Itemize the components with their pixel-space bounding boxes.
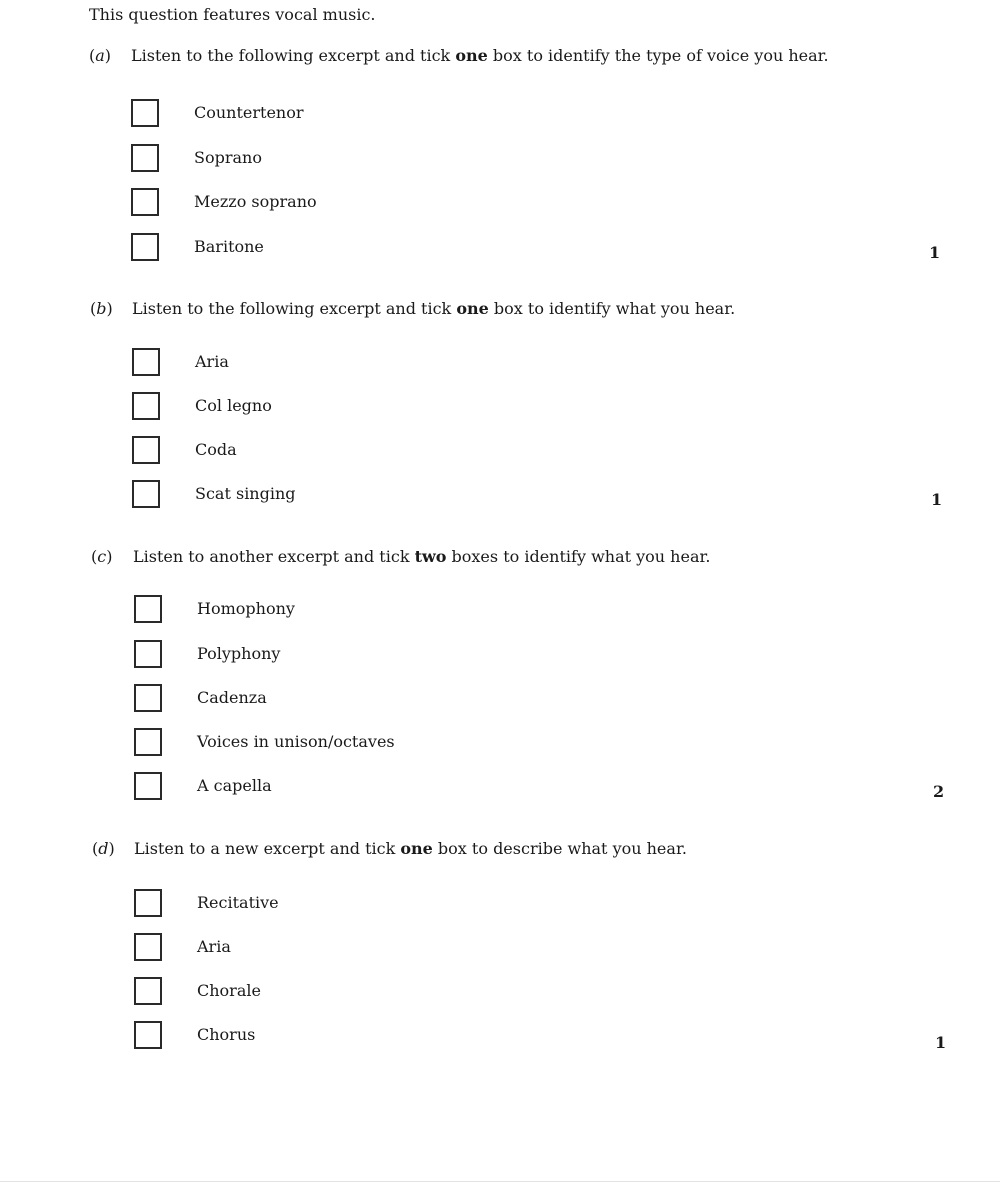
option-label: Polyphony — [197, 644, 281, 663]
checkbox[interactable] — [131, 233, 159, 261]
option-label: Homophony — [197, 599, 295, 618]
marks-b: 1 — [931, 490, 943, 509]
question-letter: (b) — [90, 299, 113, 318]
question-b-prompt: (b) Listen to the following excerpt and tick one box to identify what you hear. — [90, 299, 736, 318]
option-label: A capella — [197, 776, 272, 795]
checkbox[interactable] — [134, 684, 162, 712]
option-label: Chorale — [197, 981, 261, 1000]
checkbox[interactable] — [134, 889, 162, 917]
option-label: Recitative — [197, 893, 279, 912]
option-label: Col legno — [195, 396, 272, 415]
checkbox[interactable] — [132, 348, 160, 376]
option-label: Scat singing — [195, 484, 296, 503]
question-letter: (a) — [89, 46, 112, 65]
checkbox[interactable] — [134, 933, 162, 961]
option-label: Baritone — [194, 237, 264, 256]
checkbox[interactable] — [134, 977, 162, 1005]
checkbox[interactable] — [132, 392, 160, 420]
question-letter: (d) — [92, 839, 115, 858]
question-d-prompt: (d) Listen to a new excerpt and tick one box to describe what you hear. — [92, 839, 687, 858]
marks-a: 1 — [929, 243, 941, 262]
checkbox[interactable] — [134, 595, 162, 623]
page-bottom-edge — [0, 1181, 1000, 1182]
marks-d: 1 — [935, 1033, 947, 1052]
intro-text: This question features vocal music. — [89, 5, 376, 24]
option-label: Aria — [195, 352, 229, 371]
checkbox[interactable] — [132, 480, 160, 508]
checkbox[interactable] — [134, 728, 162, 756]
option-label: Chorus — [197, 1025, 256, 1044]
checkbox[interactable] — [131, 188, 159, 216]
option-label: Voices in unison/octaves — [197, 732, 395, 751]
marks-c: 2 — [933, 782, 945, 801]
option-label: Cadenza — [197, 688, 267, 707]
question-c-prompt: (c) Listen to another excerpt and tick two boxes to identify what you hear. — [91, 547, 711, 566]
option-label: Coda — [195, 440, 237, 459]
checkbox[interactable] — [132, 436, 160, 464]
option-label: Mezzo soprano — [194, 192, 317, 211]
option-label: Countertenor — [194, 103, 304, 122]
checkbox[interactable] — [134, 640, 162, 668]
checkbox[interactable] — [131, 99, 159, 127]
question-letter: (c) — [91, 547, 113, 566]
checkbox[interactable] — [134, 772, 162, 800]
checkbox[interactable] — [134, 1021, 162, 1049]
checkbox[interactable] — [131, 144, 159, 172]
option-label: Aria — [197, 937, 231, 956]
option-label: Soprano — [194, 148, 262, 167]
question-a-prompt: (a) Listen to the following excerpt and tick one box to identify the type of voice you hear. — [89, 46, 829, 65]
